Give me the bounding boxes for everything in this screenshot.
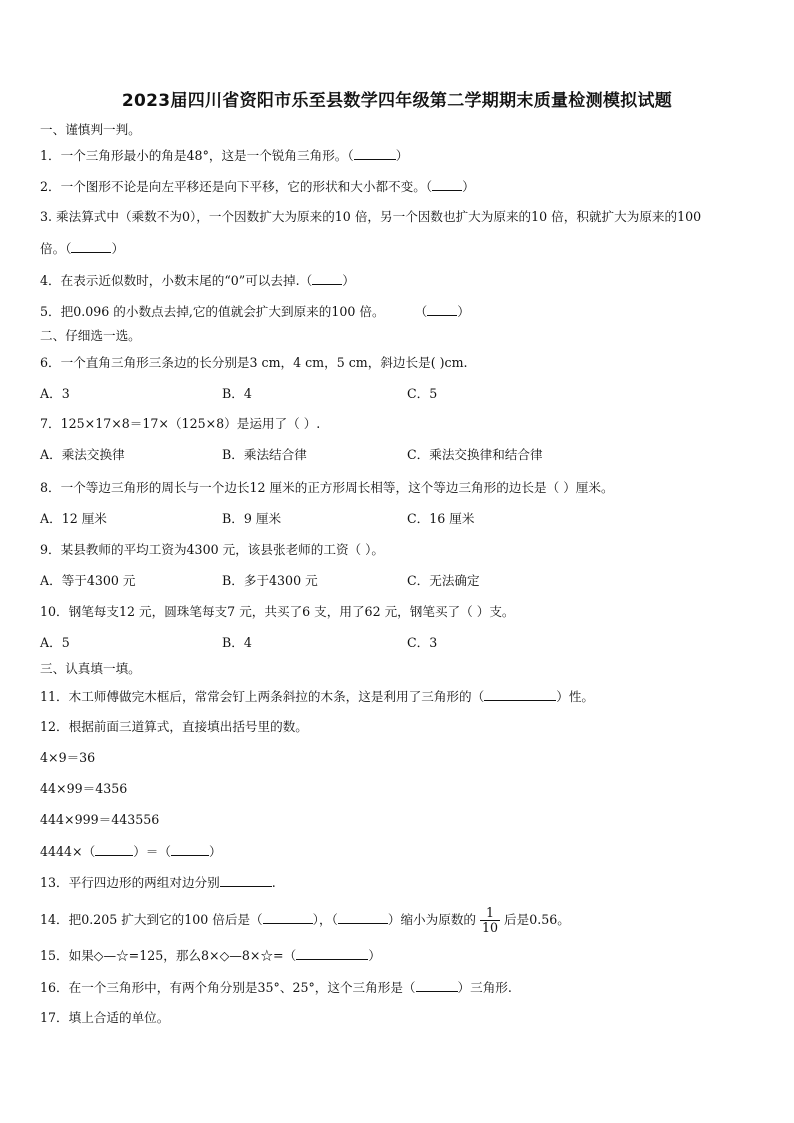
question-14-post: ）缩小为原数的 bbox=[387, 912, 476, 927]
question-10-option-a: A．5 bbox=[40, 635, 70, 650]
page-title: 2023届四川省资阳市乐至县数学四年级第二学期期末质量检测模拟试题 bbox=[121, 91, 673, 111]
answer-blank bbox=[484, 688, 556, 701]
fraction-one-tenth bbox=[480, 906, 500, 935]
question-11 bbox=[40, 688, 594, 705]
question-15-text: 15．如果◇—☆=125，那么8×◇—8×☆=（ bbox=[40, 948, 297, 963]
question-6: 6．一个直角三角形三条边的长分别是3 cm，4 cm，5 cm，斜边长是( )cm. bbox=[40, 355, 468, 370]
answer-blank bbox=[71, 240, 111, 253]
question-16-end: ）三角形. bbox=[457, 980, 512, 995]
answer-blank bbox=[432, 178, 462, 191]
question-9-option-c: C．无法确定 bbox=[407, 573, 480, 588]
equation-4-start: 4444×（ bbox=[40, 844, 96, 859]
answer-blank bbox=[95, 843, 133, 856]
question-12: 12．根据前面三道算式，直接填出括号里的数。 bbox=[40, 719, 308, 734]
section-heading-choose: 二、仔细选一选。 bbox=[40, 328, 141, 343]
section-heading-fill: 三、认真填一填。 bbox=[40, 661, 141, 676]
answer-blank bbox=[220, 874, 272, 887]
equation-1: 4×9＝36 bbox=[40, 750, 96, 765]
answer-blank bbox=[296, 947, 368, 960]
question-14-end: 后是0.56。 bbox=[504, 912, 570, 927]
question-9-option-a: A．等于4300 元 bbox=[40, 573, 136, 588]
question-3-line-2 bbox=[40, 240, 124, 257]
question-5-close: ） bbox=[457, 304, 470, 319]
question-14-text: 14．把0.205 扩大到它的100 倍后是（ bbox=[40, 912, 263, 927]
question-7-option-a: A．乘法交换律 bbox=[40, 447, 125, 462]
question-8: 8．一个等边三角形的周长与一个边长12 厘米的正方形周长相等，这个等边三角形的边长是（ ）厘米。 bbox=[40, 480, 614, 495]
question-15-close: ） bbox=[368, 948, 381, 963]
question-16-text: 16．在一个三角形中，有两个角分别是35°、25°，这个三角形是（ bbox=[40, 980, 416, 995]
equation-2: 44×99＝4356 bbox=[40, 781, 128, 796]
answer-blank bbox=[427, 303, 457, 316]
equation-4 bbox=[40, 843, 222, 860]
question-6-option-a: A．3 bbox=[40, 386, 70, 401]
question-1-close: ） bbox=[395, 148, 409, 163]
answer-blank bbox=[338, 911, 388, 924]
question-4-close: ） bbox=[342, 273, 355, 288]
question-1 bbox=[40, 147, 408, 164]
question-1-text: 1．一个三角形最小的角是48°，这是一个锐角三角形。（ bbox=[40, 148, 354, 163]
question-3-line-1: 3. 乘法算式中（乘数不为0），一个因数扩大为原来的10 倍，另一个因数也扩大为原来的10 倍，积就扩大为原来的100 bbox=[40, 209, 702, 224]
question-2-text: 2．一个图形不论是向左平移还是向下平移，它的形状和大小都不变。（ bbox=[40, 179, 433, 194]
question-6-option-c: C．5 bbox=[407, 386, 438, 401]
question-13-end: . bbox=[271, 875, 276, 890]
equation-4-mid: ）＝（ bbox=[133, 844, 171, 859]
question-13-text: 13．平行四边形的两组对边分别 bbox=[40, 875, 220, 890]
question-2 bbox=[40, 178, 475, 195]
fraction-denominator: 10 bbox=[482, 920, 499, 935]
fraction-numerator: 1 bbox=[480, 906, 500, 921]
question-3-close: ） bbox=[111, 241, 125, 256]
question-5-open: （ bbox=[414, 304, 428, 319]
question-10: 10．钢笔每支12 元，圆珠笔每支7 元，共买了6 支，用了62 元，钢笔买了（ ）支。 bbox=[40, 604, 515, 619]
answer-blank bbox=[416, 979, 458, 992]
question-11-close: ）性。 bbox=[556, 689, 594, 704]
question-17: 17．填上合适的单位。 bbox=[40, 1010, 170, 1025]
answer-blank bbox=[263, 911, 313, 924]
question-4-text: 4．在表示近似数时，小数末尾的“0”可以去掉.（ bbox=[40, 273, 313, 288]
question-4 bbox=[40, 272, 355, 289]
answer-blank bbox=[171, 843, 209, 856]
question-10-option-b: B．4 bbox=[222, 635, 252, 650]
question-13 bbox=[40, 874, 276, 891]
question-9-option-b: B．多于4300 元 bbox=[222, 573, 318, 588]
question-6-option-b: B．4 bbox=[222, 386, 252, 401]
question-2-close: ） bbox=[462, 179, 475, 194]
question-8-option-a: A．12 厘米 bbox=[40, 511, 107, 526]
question-7-option-c: C．乘法交换律和结合律 bbox=[407, 447, 543, 462]
answer-blank bbox=[354, 147, 396, 160]
equation-4-end: ） bbox=[208, 844, 222, 859]
question-3-text: 倍。（ bbox=[40, 241, 72, 256]
question-10-option-c: C．3 bbox=[407, 635, 438, 650]
question-8-option-b: B．9 厘米 bbox=[222, 511, 282, 526]
question-8-option-c: C．16 厘米 bbox=[407, 511, 475, 526]
question-7-option-b: B．乘法结合律 bbox=[222, 447, 307, 462]
answer-blank bbox=[312, 272, 342, 285]
question-5 bbox=[40, 303, 470, 320]
question-14 bbox=[40, 903, 570, 937]
question-5-text: 5．把0.096 的小数点去掉,它的值就会扩大到原来的100 倍。 bbox=[40, 304, 385, 319]
question-11-text: 11．木工师傅做完木框后，常常会钉上两条斜拉的木条，这是利用了三角形的（ bbox=[40, 689, 485, 704]
question-15 bbox=[40, 947, 381, 964]
equation-3: 444×999＝443556 bbox=[40, 812, 160, 827]
section-heading-judge: 一、谨慎判一判。 bbox=[40, 122, 141, 137]
question-16 bbox=[40, 979, 512, 996]
question-9: 9．某县教师的平均工资为4300 元，该县张老师的工资（ ）。 bbox=[40, 542, 385, 557]
question-7: 7．125×17×8＝17×（125×8）是运用了（ ）. bbox=[40, 416, 321, 431]
question-14-mid: ），（ bbox=[312, 912, 338, 927]
